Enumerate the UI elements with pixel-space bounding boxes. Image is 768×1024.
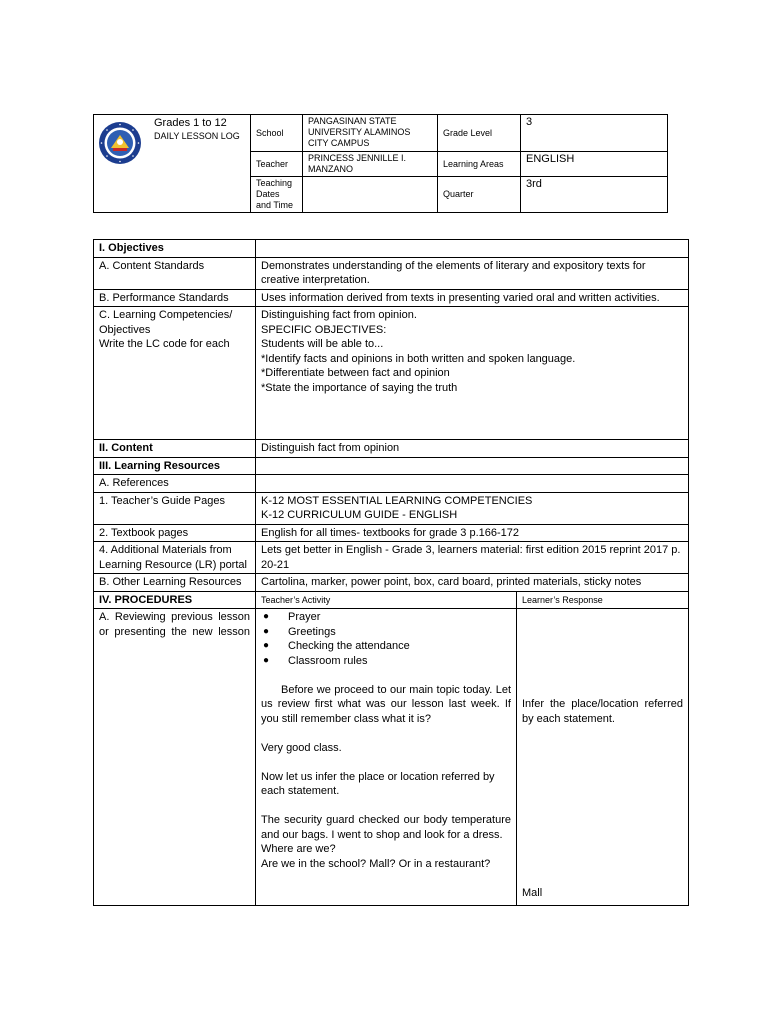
form-subtitle: DAILY LESSON LOG [154, 131, 240, 141]
list-item: ● Classroom rules [261, 654, 511, 669]
references-blank [256, 475, 689, 493]
learner-response-header: Learner’s Response [517, 591, 689, 609]
content-standards-label: A. Content Standards [94, 257, 256, 289]
competency-line: Distinguishing fact from opinion. [261, 309, 417, 321]
response-mall: Mall [522, 887, 543, 899]
step-a-text: A. Reviewing previous lesson or presenting the new lesson [99, 611, 250, 638]
guide-line: K-12 CURRICULUM GUIDE - ENGLISH [261, 509, 458, 521]
other-resources-label: B. Other Learning Resources [94, 574, 256, 592]
grade-level-label: Grade Level [438, 115, 521, 152]
competency-line: *State the importance of saying the truth [261, 381, 458, 394]
question-choices: Are we in the school? Mall? Or in a restaurant? [261, 857, 491, 870]
form-title: Grades 1 to 12 [154, 117, 227, 129]
teachers-guide-label: 1. Teacher’s Guide Pages [94, 492, 256, 524]
infer-instruction: Now let us infer the place or location referred by each statement. [261, 770, 495, 797]
textbook-label: 2. Textbook pages [94, 524, 256, 542]
school-value: PANGASINAN STATE UNIVERSITY ALAMINOS CITY CAMPUS [303, 115, 438, 152]
teacher-label: Teacher [251, 152, 303, 177]
references-label: A. References [94, 475, 256, 493]
procedures-heading: IV. PROCEDURES [94, 591, 256, 609]
grade-level-value: 3 [521, 115, 668, 152]
content-heading: II. Content [94, 440, 256, 458]
question-where: Where are we? [261, 843, 336, 855]
statement-paragraph: The security guard checked our body temperature and our bags. I went to shop and look for a dress. [261, 814, 511, 841]
competency-line: *Identify facts and opinions in both written and spoken language. [261, 352, 576, 365]
learning-areas-value: ENGLISH [521, 152, 668, 177]
learning-competencies-value [256, 307, 689, 440]
quarter-value: 3rd [521, 177, 668, 213]
teacher-activity-cell [256, 609, 517, 906]
guide-line: K-12 MOST ESSENTIAL LEARNING COMPETENCIES [261, 494, 533, 507]
review-paragraph: Before we proceed to our main topic today. Let us review first what was our lesson last week. If you still remember class what it is? [261, 683, 511, 725]
additional-materials-label: 4. Additional Materials from Learning Resource (LR) portal [94, 542, 256, 574]
objectives-heading: I. Objectives [94, 240, 256, 258]
textbook-value: English for all times- textbooks for grade 3 p.166-172 [256, 524, 689, 542]
lc-code-instruction: Write the LC code for each [99, 338, 230, 350]
learning-competencies-label [94, 307, 256, 440]
competency-line: Students will be able to... [261, 338, 384, 350]
learning-competencies-title: C. Learning Competencies/ Objectives [99, 309, 233, 336]
deped-seal-icon [98, 121, 142, 165]
opening-routine-list [261, 610, 511, 668]
header-logo-cell [94, 115, 251, 213]
performance-standards-value: Uses information derived from texts in presenting varied oral and written activities. [256, 289, 689, 307]
content-standards-value: Demonstrates understanding of the elements of literary and expository texts for creative interpretation. [256, 257, 689, 289]
teachers-guide-value [256, 492, 689, 524]
other-resources-value: Cartolina, marker, power point, box, card board, printed materials, sticky notes [256, 574, 689, 592]
school-label: School [251, 115, 303, 152]
teaching-dates-value [303, 177, 438, 213]
objectives-heading-blank [256, 240, 689, 258]
list-item: ● Checking the attendance [261, 639, 511, 654]
quarter-label: Quarter [438, 177, 521, 213]
additional-materials-value: Lets get better in English - Grade 3, learners material: first edition 2015 reprint 2017 p. 20-21 [256, 542, 689, 574]
lesson-log-table [93, 239, 689, 906]
list-item: ● Prayer [261, 610, 511, 625]
list-item: ● Greetings [261, 625, 511, 640]
learning-resources-heading: III. Learning Resources [94, 457, 256, 475]
praise-paragraph: Very good class. [261, 741, 342, 754]
step-a-label [94, 609, 256, 906]
teacher-value: PRINCESS JENNILLE I. MANZANO [303, 152, 438, 177]
competency-line: *Differentiate between fact and opinion [261, 367, 450, 379]
performance-standards-label: B. Performance Standards [94, 289, 256, 307]
response-infer: Infer the place/location referred by each statement. [522, 698, 683, 725]
learner-response-cell [517, 609, 689, 906]
teacher-activity-header: Teacher’s Activity [256, 591, 517, 609]
competency-line: SPECIFIC OBJECTIVES: [261, 323, 387, 336]
content-value: Distinguish fact from opinion [256, 440, 689, 458]
learning-areas-label: Learning Areas [438, 152, 521, 177]
learning-resources-blank [256, 457, 689, 475]
teaching-dates-label: Teaching Dates and Time [251, 177, 303, 213]
header-table [93, 114, 668, 213]
